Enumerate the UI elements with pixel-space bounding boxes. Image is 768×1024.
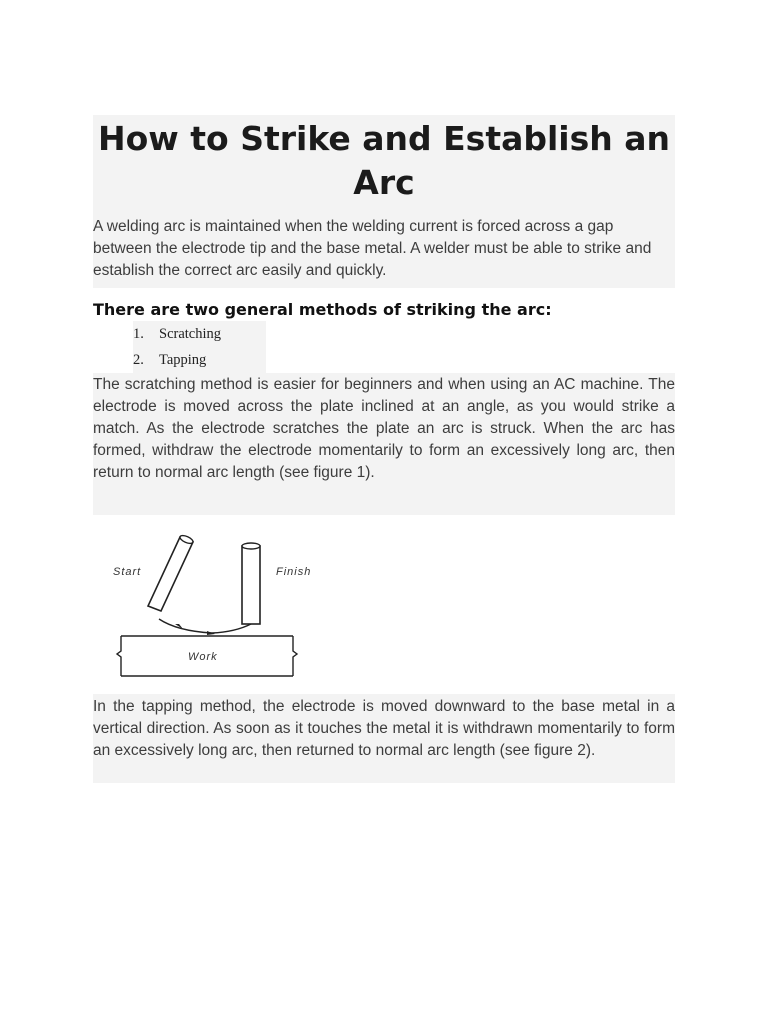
document-page (93, 115, 675, 783)
list-item-number: 2. (133, 352, 144, 368)
finish-electrode (242, 543, 260, 624)
list-item (133, 321, 266, 347)
list-item-number: 1. (133, 326, 144, 342)
tapping-paragraph: In the tapping method, the electrode is moved downward to the base metal in a vertical direction. As soon as it touches the metal it is withdrawn momentarily to form an excessively long arc, then returned to normal arc length (see figure 2). (93, 694, 675, 783)
finish-label: Finish (276, 566, 312, 578)
methods-heading: There are two general methods of striking the arc: (93, 300, 552, 319)
start-label: Start (113, 566, 142, 578)
figure-scratching-method (93, 515, 675, 694)
title-block (93, 115, 675, 212)
list-item-label: Scratching (159, 326, 222, 342)
start-electrode (148, 534, 194, 611)
intro-paragraph: A welding arc is maintained when the welding current is forced across a gap between the electrode tip and the base metal. A welder must be able to strike and establish the correct arc easily and quickly. (93, 212, 675, 288)
methods-list (133, 321, 266, 373)
list-item (133, 347, 266, 373)
page-title: How to Strike and Establish an Arc (98, 119, 670, 202)
list-item-label: Tapping (159, 352, 207, 368)
arc-path (159, 619, 251, 633)
work-label: Work (188, 651, 218, 663)
scratching-paragraph: The scratching method is easier for beginners and when using an AC machine. The electrode is moved across the plate inclined at an angle, as you would strike a match. As the electrode scratches the plate an arc is struck. When the arc has formed, withdraw the electrode momentarily to form an excessively long arc, then return to normal arc length (see figure 1). (93, 373, 675, 515)
